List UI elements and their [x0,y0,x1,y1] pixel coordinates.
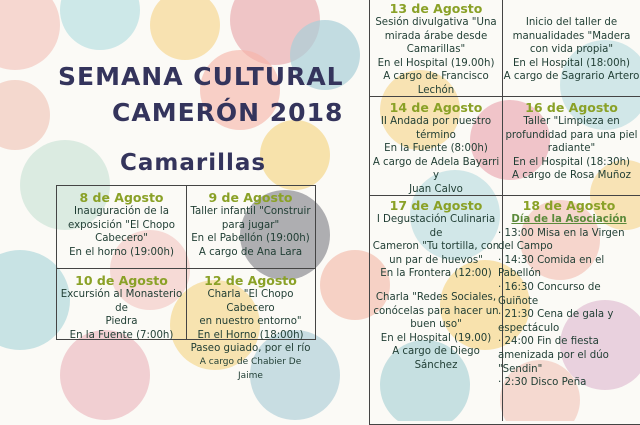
event-aug-14: 14 de Agosto II Andada por nuestro término En la Fuente (8:00h) A cargo de Adela Bayarri y Juan Calvo [370,101,502,197]
association-day-heading: Día de la Asociación [511,214,627,225]
date-label: 9 de Agosto [208,190,293,205]
event-aug-13-session: 13 de Agosto Sesión divulgativa "Una mirada árabe desde Camarillas" En el Hospital (19.00h) A cargo de Francisco Lechón [370,2,502,98]
event-aug-18: 18 de Agosto Día de la Asociación · 13:00 Misa en la Virgen del Campo · 14:30 Comida en el Pabellón · 16:30 Concurso de Guiñote · 21:30 Cena de gala y espectáculo · 24:00 Fin de fiesta amenizada por el dúo "Sendin" · 2:30 Disco Peña [498,199,640,390]
event-aug-17: 17 de Agosto I Degustación Culinaria de Cameron "Tu tortilla, con un par de huevos" En la Frontera (12:00) Charla "Redes Sociales, conócelas para hacer un buen uso" En el Hospital (19.00) A cargo de Diego Sánchez [370,199,502,373]
date-label: 17 de Agosto [389,198,483,213]
title-line-2: CAMERÓN 2018 [112,98,344,127]
date-label: 10 de Agosto [75,273,168,288]
date-label: 16 de Agosto [525,100,618,115]
event-aug-13-workshop: Inicio del taller de manualidades "Madera con vida propia" En el Hospital (18:00h) A cargo de Sagrario Artero [503,17,640,83]
date-label: 18 de Agosto [522,198,616,213]
event-aug-9: 9 de Agosto Taller infantil "Construir para jugar" En el Pabellón (19:00h) A cargo de Ana Lara [187,191,314,259]
event-aug-8: 8 de Agosto Inauguración de la exposición "El Chopo Cabecero" En el horno (19:00h) [57,191,186,259]
date-label: 8 de Agosto [79,190,164,205]
date-label: 12 de Agosto [204,273,297,288]
date-label: 14 de Agosto [389,100,483,115]
event-aug-16: 16 de Agosto Taller "Limpieza en profundidad para una piel radiante" En el Hospital (18:30h) A cargo de Rosa Muñoz [503,101,640,183]
event-aug-12: 12 de Agosto Charla "El Chopo Cabecero en nuestro entorno" En el Horno (18:00h) Paseo guiado, por el río A cargo de Chabier De Jaime [187,274,314,383]
event-aug-10: 10 de Agosto Excursión al Monasterio de Piedra En la Fuente (7:00h) [57,274,186,342]
title-line-1: SEMANA CULTURAL [58,62,344,91]
subtitle-camarillas: Camarillas [120,150,267,176]
date-label: 13 de Agosto [389,1,483,16]
